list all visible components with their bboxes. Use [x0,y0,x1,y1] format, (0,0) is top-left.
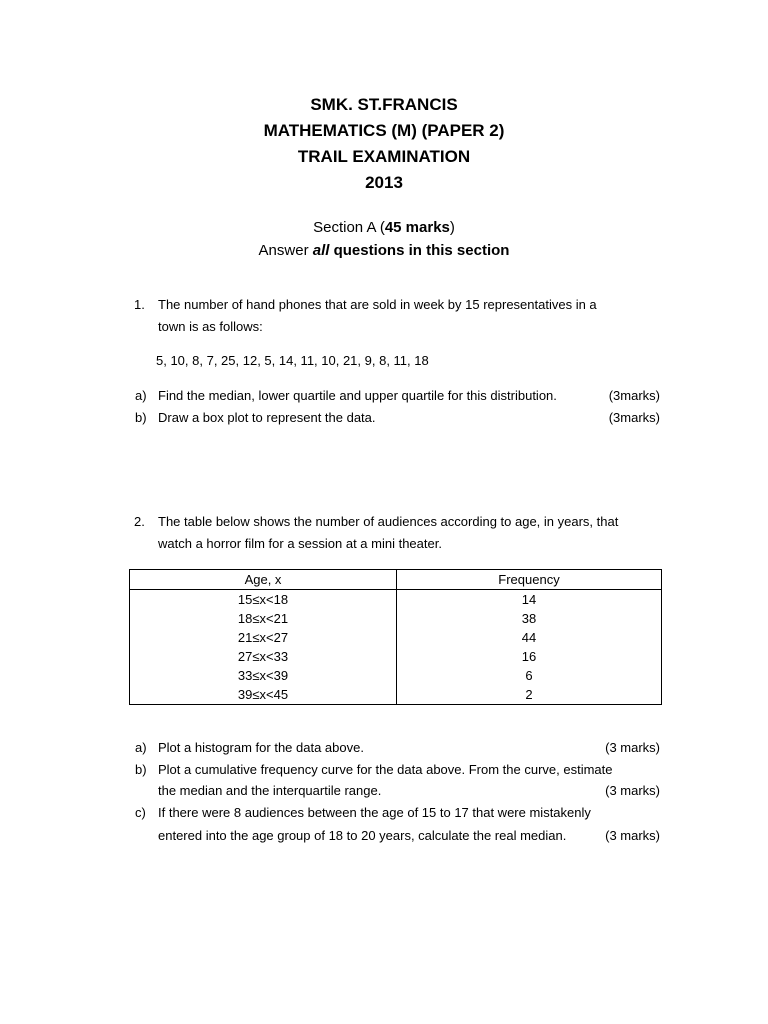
table-header-row [130,570,662,590]
table-row [130,666,662,685]
q1-data: 5, 10, 8, 7, 25, 12, 5, 14, 11, 10, 21, 9, 8, 11, 18 [156,353,429,368]
q2a-label: a) [135,740,147,755]
q2c-marks: (3 marks) [605,828,660,843]
q2-text-line1: The table below shows the number of audiences according to age, in years, that [158,514,619,529]
table-cell-frequency: 38 [521,611,537,626]
q2b-label: b) [135,762,147,777]
q2-text-line2: watch a horror film for a session at a mini theater. [158,536,442,551]
table-cell-frequency: 6 [525,668,533,683]
q2c-label: c) [135,805,146,820]
table-cell-age: 39≤x<45 [130,685,397,705]
q2a-marks: (3 marks) [605,740,660,755]
table-cell-frequency: 14 [521,592,537,607]
exam-type: TRAIL EXAMINATION [297,147,471,166]
school-name: SMK. ST.FRANCIS [310,95,458,114]
table-cell-age: 27≤x<33 [130,647,397,666]
instr-prefix: Answer [258,242,313,259]
table-cell-frequency: 16 [521,649,537,664]
q1a-marks: (3marks) [608,388,660,403]
table-cell-frequency: 44 [521,630,537,645]
table-cell-age: 15≤x<18 [130,590,397,610]
table-row [130,647,662,666]
instr-suffix: questions in this section [329,242,510,259]
q1b-label: b) [135,410,147,425]
table-cell-frequency: 2 [525,687,533,702]
q1-text-line2: town is as follows: [158,319,263,334]
table-row [130,628,662,647]
table-header-frequency: Frequency [397,570,662,590]
q2b-text-line2: the median and the interquartile range. [158,783,382,798]
table-row [130,685,662,705]
table-row [130,590,662,610]
section-title-prefix: Section A ( [313,219,385,236]
q2b-text-line1: Plot a cumulative frequency curve for the data above. From the curve, estimate [158,762,613,777]
q1a-label: a) [135,388,147,403]
section-title-suffix: ) [449,219,455,236]
q2c-text-line1: If there were 8 audiences between the age of 15 to 17 that were mistakenly [158,805,591,820]
table-header-age: Age, x [130,570,397,590]
table-row [130,609,662,628]
table-cell-age: 21≤x<27 [130,628,397,647]
table-cell-age: 33≤x<39 [130,666,397,685]
section-title-marks: 45 marks [384,219,450,236]
exam-year: 2013 [365,173,403,192]
q1-number: 1. [134,297,145,312]
section-instruction [0,242,768,260]
frequency-table [129,569,662,705]
instr-emphasis: all [312,242,330,259]
q1b-text: Draw a box plot to represent the data. [158,410,376,425]
q1a-text: Find the median, lower quartile and upper quartile for this distribution. [158,388,557,403]
q2c-text-line2: entered into the age group of 18 to 20 years, calculate the real median. [158,828,567,843]
q1b-marks: (3marks) [608,410,660,425]
q2b-marks: (3 marks) [605,783,660,798]
table-cell-age: 18≤x<21 [130,609,397,628]
section-title [0,219,768,237]
q2-number: 2. [134,514,145,529]
q1-text-line1: The number of hand phones that are sold in week by 15 representatives in a [158,297,597,312]
q2a-text: Plot a histogram for the data above. [158,740,364,755]
exam-subject: MATHEMATICS (M) (PAPER 2) [263,121,505,140]
